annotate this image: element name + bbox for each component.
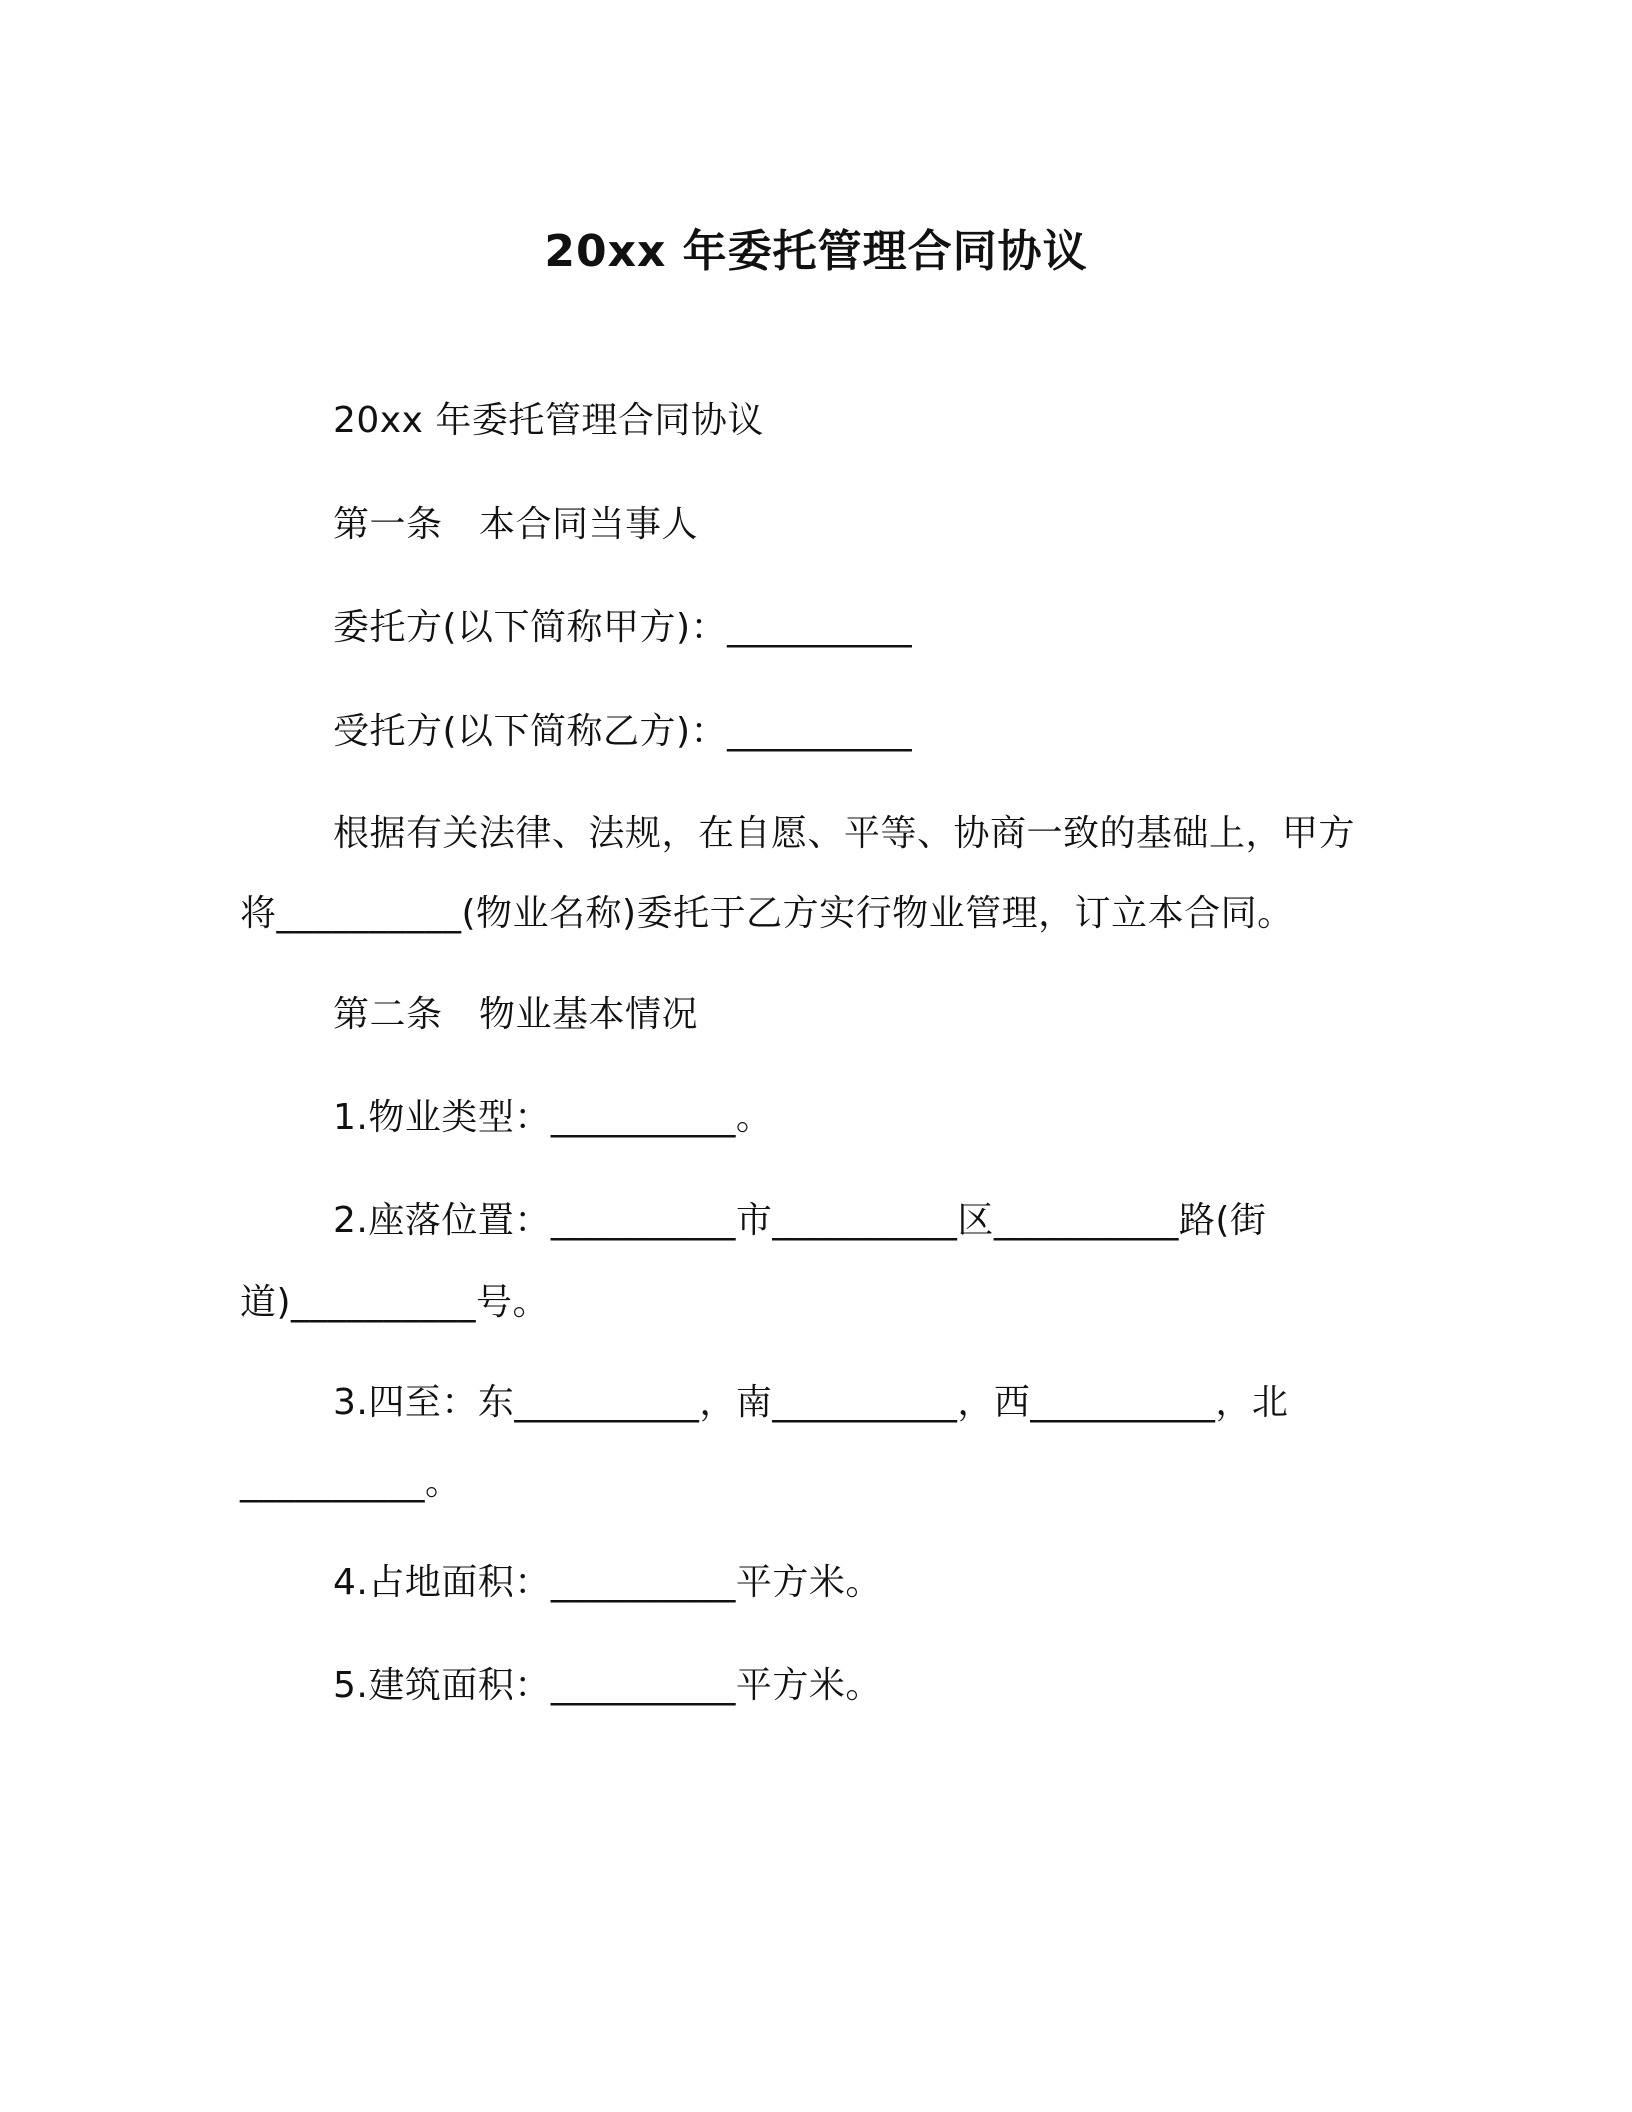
location-line-1: 2.座落位置：__________市__________区__________路(街 — [333, 1200, 1267, 1241]
location-line-2: 道)__________号。 — [240, 1282, 550, 1323]
article-1-heading: 第一条 本合同当事人 — [333, 504, 699, 545]
party-a-line: 委托方(以下简称甲方)：__________ — [333, 607, 913, 648]
preamble-line-1: 根据有关法律、法规，在自愿、平等、协商一致的基础上，甲方 — [333, 813, 1356, 854]
preamble-line-2: 将__________(物业名称)委托于乙方实行物业管理，订立本合同。 — [240, 893, 1294, 934]
boundaries-line-1: 3.四至：东__________，南__________，西__________，北 — [333, 1382, 1289, 1423]
article-2-heading: 第二条 物业基本情况 — [333, 994, 699, 1035]
property-type-line: 1.物业类型：__________。 — [333, 1097, 773, 1138]
party-b-line: 受托方(以下简称乙方)：__________ — [333, 711, 913, 752]
building-area-line: 5.建筑面积：__________平方米。 — [333, 1665, 882, 1706]
subtitle-line: 20xx 年委托管理合同协议 — [333, 400, 764, 441]
document-title: 20xx 年委托管理合同协议 — [544, 226, 1088, 277]
boundaries-line-2: __________。 — [240, 1462, 462, 1503]
land-area-line: 4.占地面积：__________平方米。 — [333, 1562, 882, 1603]
